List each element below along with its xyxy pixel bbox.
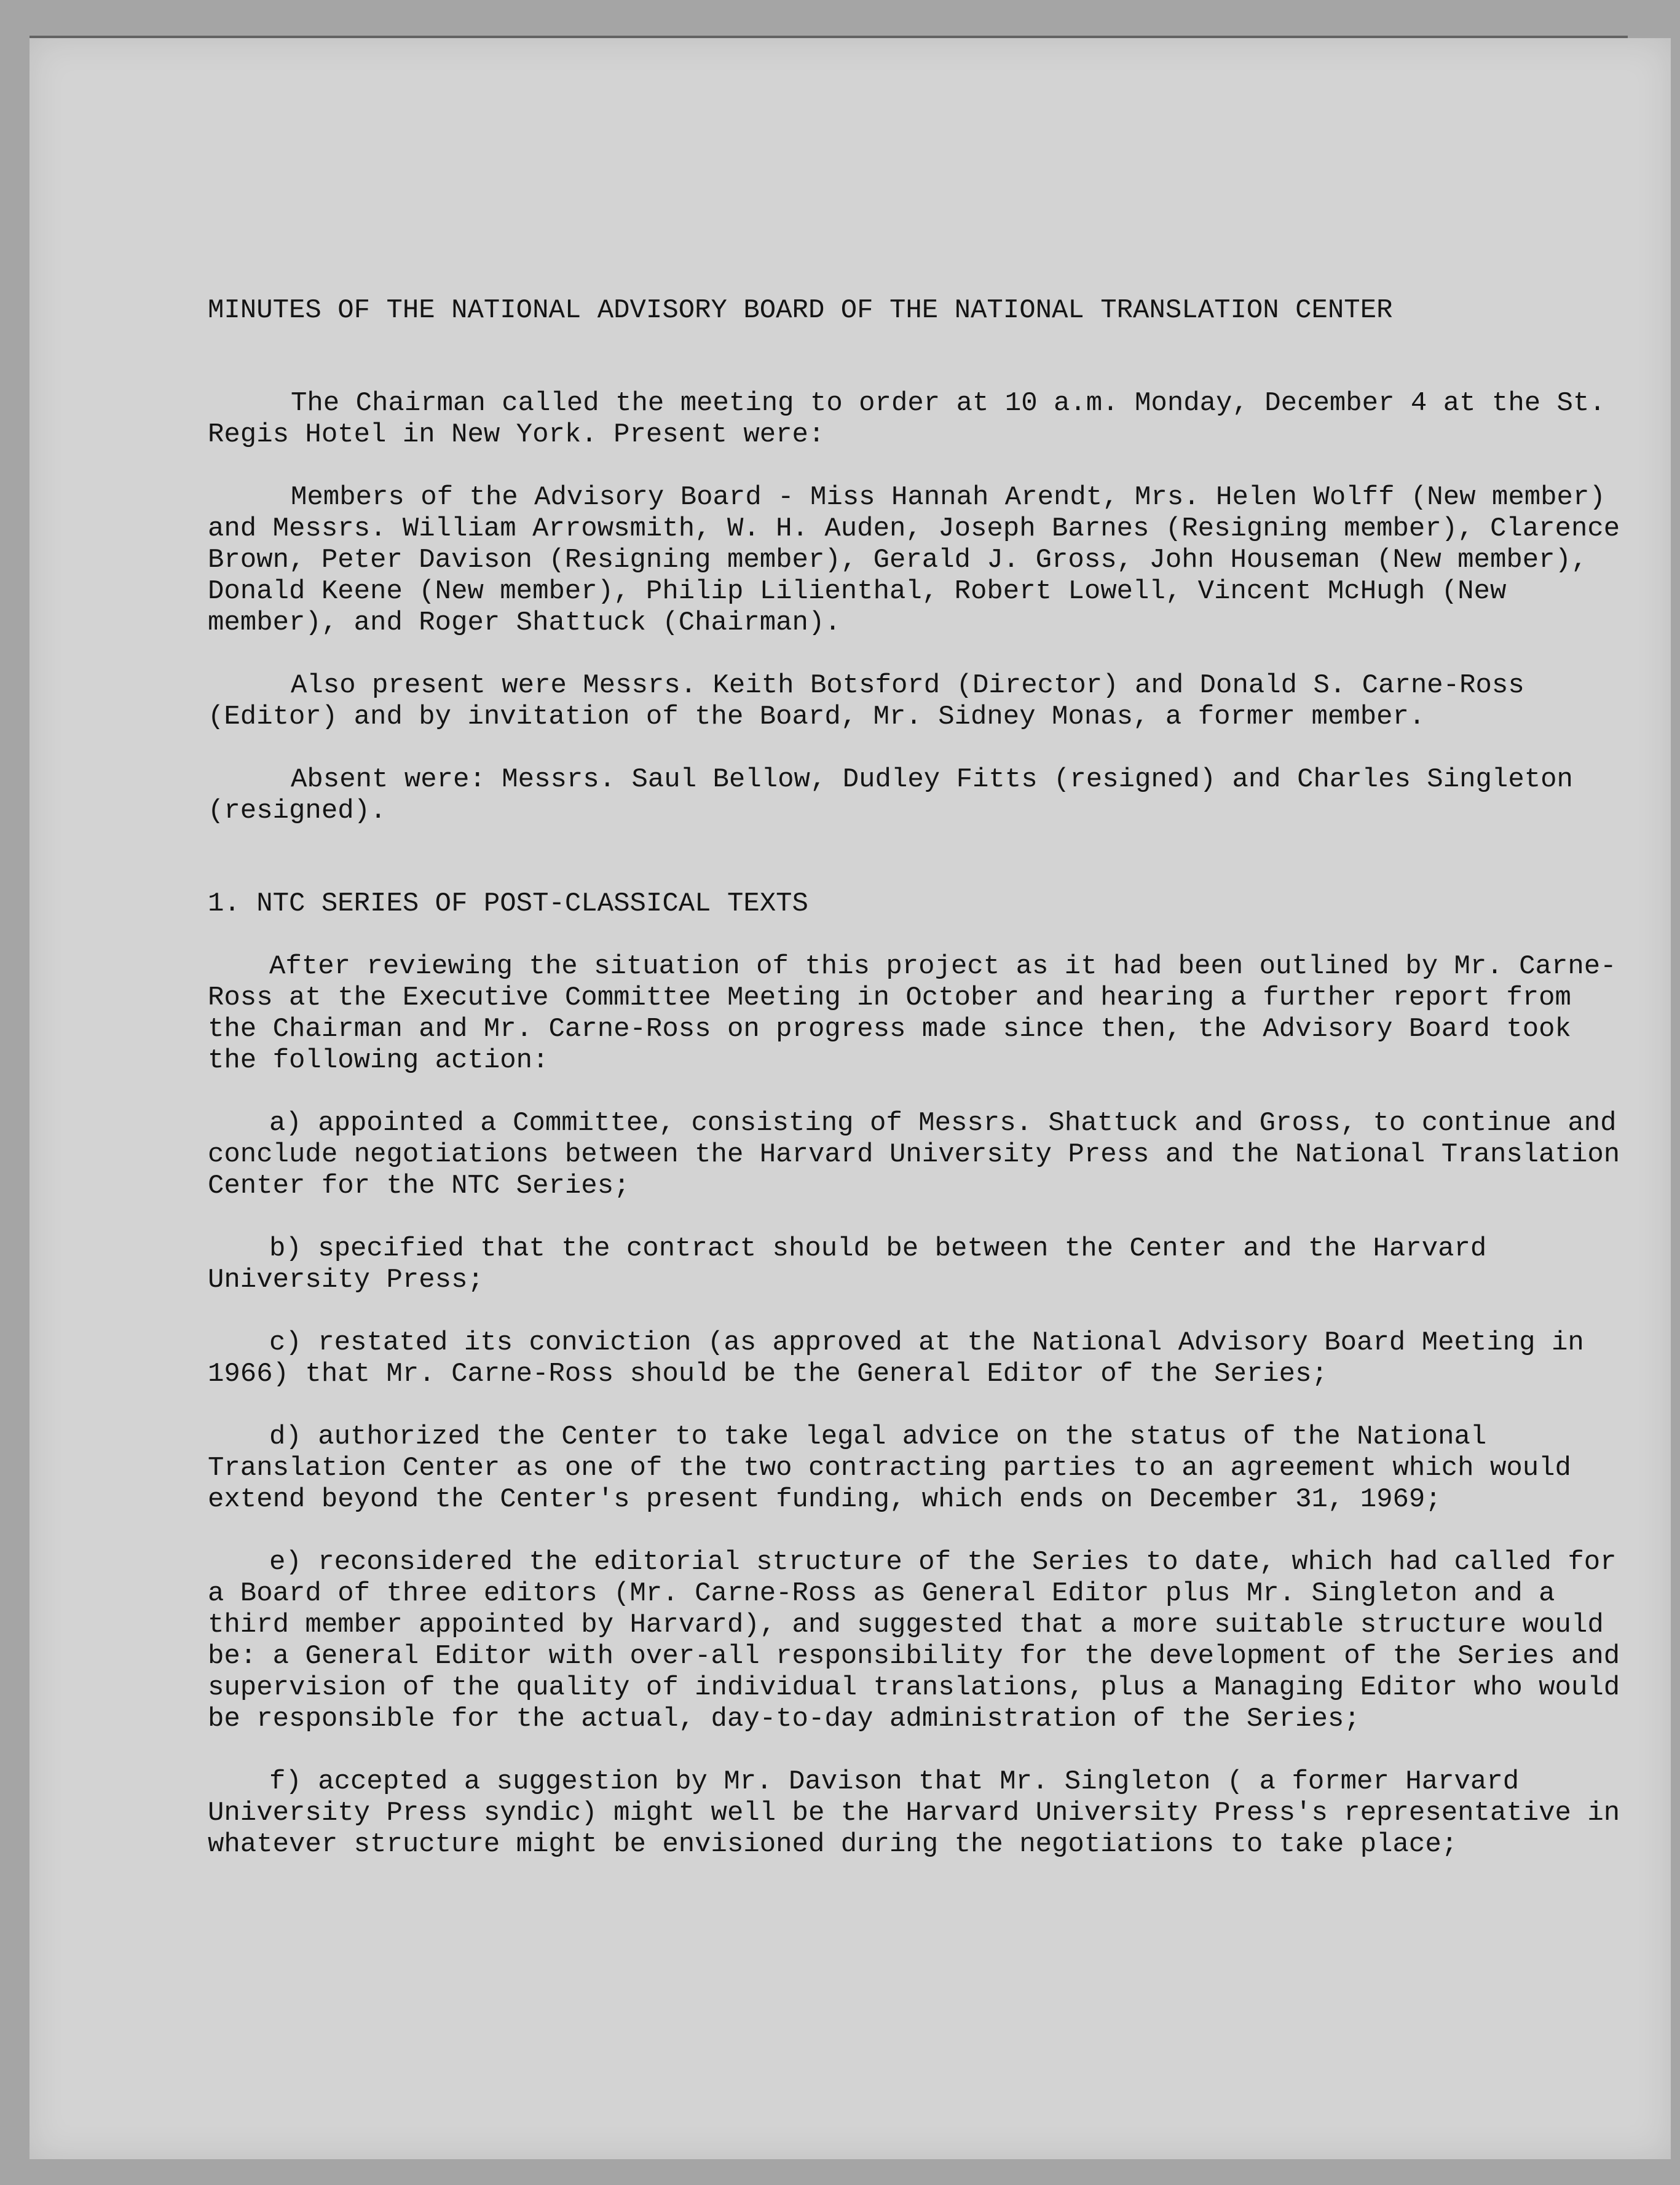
section-intro: After reviewing the situation of this project as it had been outlined by Mr. Carne-Ross at the Executive Committee Meeting in October and hearing a further report from the Chairman and Mr. Carne-Ross on progress made since then, the Advisory Board took the following action: bbox=[208, 951, 1617, 1076]
action-item-d: d) authorized the Center to take legal advice on the status of the National Translation Center as one of the two contracting parties to an agreement which would extend beyond the Center's present funding, which ends on December 31, 1969; bbox=[208, 1421, 1571, 1515]
document-title: MINUTES OF THE NATIONAL ADVISORY BOARD OF THE NATIONAL TRANSLATION CENTER bbox=[208, 295, 1393, 326]
section-heading: 1. NTC SERIES OF POST-CLASSICAL TEXTS bbox=[208, 888, 808, 919]
action-item-e: e) reconsidered the editorial structure of the Series to date, which had called for a Board of three editors (Mr. Carne-Ross as General Editor plus Mr. Singleton and a third member appointed by Harvard), and suggested that a more suitable structure would be: a General Editor with over-all responsibility for the development of the Series and supervision of the quality of individual translations, plus a Managing Editor who would be responsible for the actual, day-to-day administration of the Series; bbox=[208, 1547, 1620, 1734]
document-body bbox=[208, 295, 1622, 1892]
action-item-c: c) restated its conviction (as approved at the National Advisory Board Meeting in 1966) that Mr. Carne-Ross should be the General Editor of the Series; bbox=[208, 1327, 1584, 1389]
absent-paragraph: Absent were: Messrs. Saul Bellow, Dudley Fitts (resigned) and Charles Singleton (resigned). bbox=[208, 764, 1573, 826]
also-present-paragraph: Also present were Messrs. Keith Botsford (Director) and Donald S. Carne-Ross (Editor) and by invitation of the Board, Mr. Sidney Monas, a former member. bbox=[208, 670, 1524, 732]
members-present-paragraph: Members of the Advisory Board - Miss Hannah Arendt, Mrs. Helen Wolff (New member) and Messrs. William Arrowsmith, W. H. Auden, Joseph Barnes (Resigning member), Clarence Brown, Peter Davison (Resigning member), Gerald J. Gross, John Houseman (New member), Donald Keene (New member), Philip Lilienthal, Robert Lowell, Vincent McHugh (New member), and Roger Shattuck (Chairman). bbox=[208, 482, 1620, 638]
opening-paragraph: The Chairman called the meeting to order at 10 a.m. Monday, December 4 at the St. Regis Hotel in New York. Present were: bbox=[208, 388, 1606, 450]
action-item-a: a) appointed a Committee, consisting of Messrs. Shattuck and Gross, to continue and conclude negotiations between the Harvard University Press and the National Translation Center for the NTC Series; bbox=[208, 1108, 1620, 1201]
action-item-b: b) specified that the contract should be between the Center and the Harvard University Press; bbox=[208, 1233, 1487, 1295]
action-item-f: f) accepted a suggestion by Mr. Davison that Mr. Singleton ( a former Harvard University Press syndic) might well be the Harvard University Press's representative in whatever structure might be envisioned during the negotiations to take place; bbox=[208, 1766, 1620, 1860]
